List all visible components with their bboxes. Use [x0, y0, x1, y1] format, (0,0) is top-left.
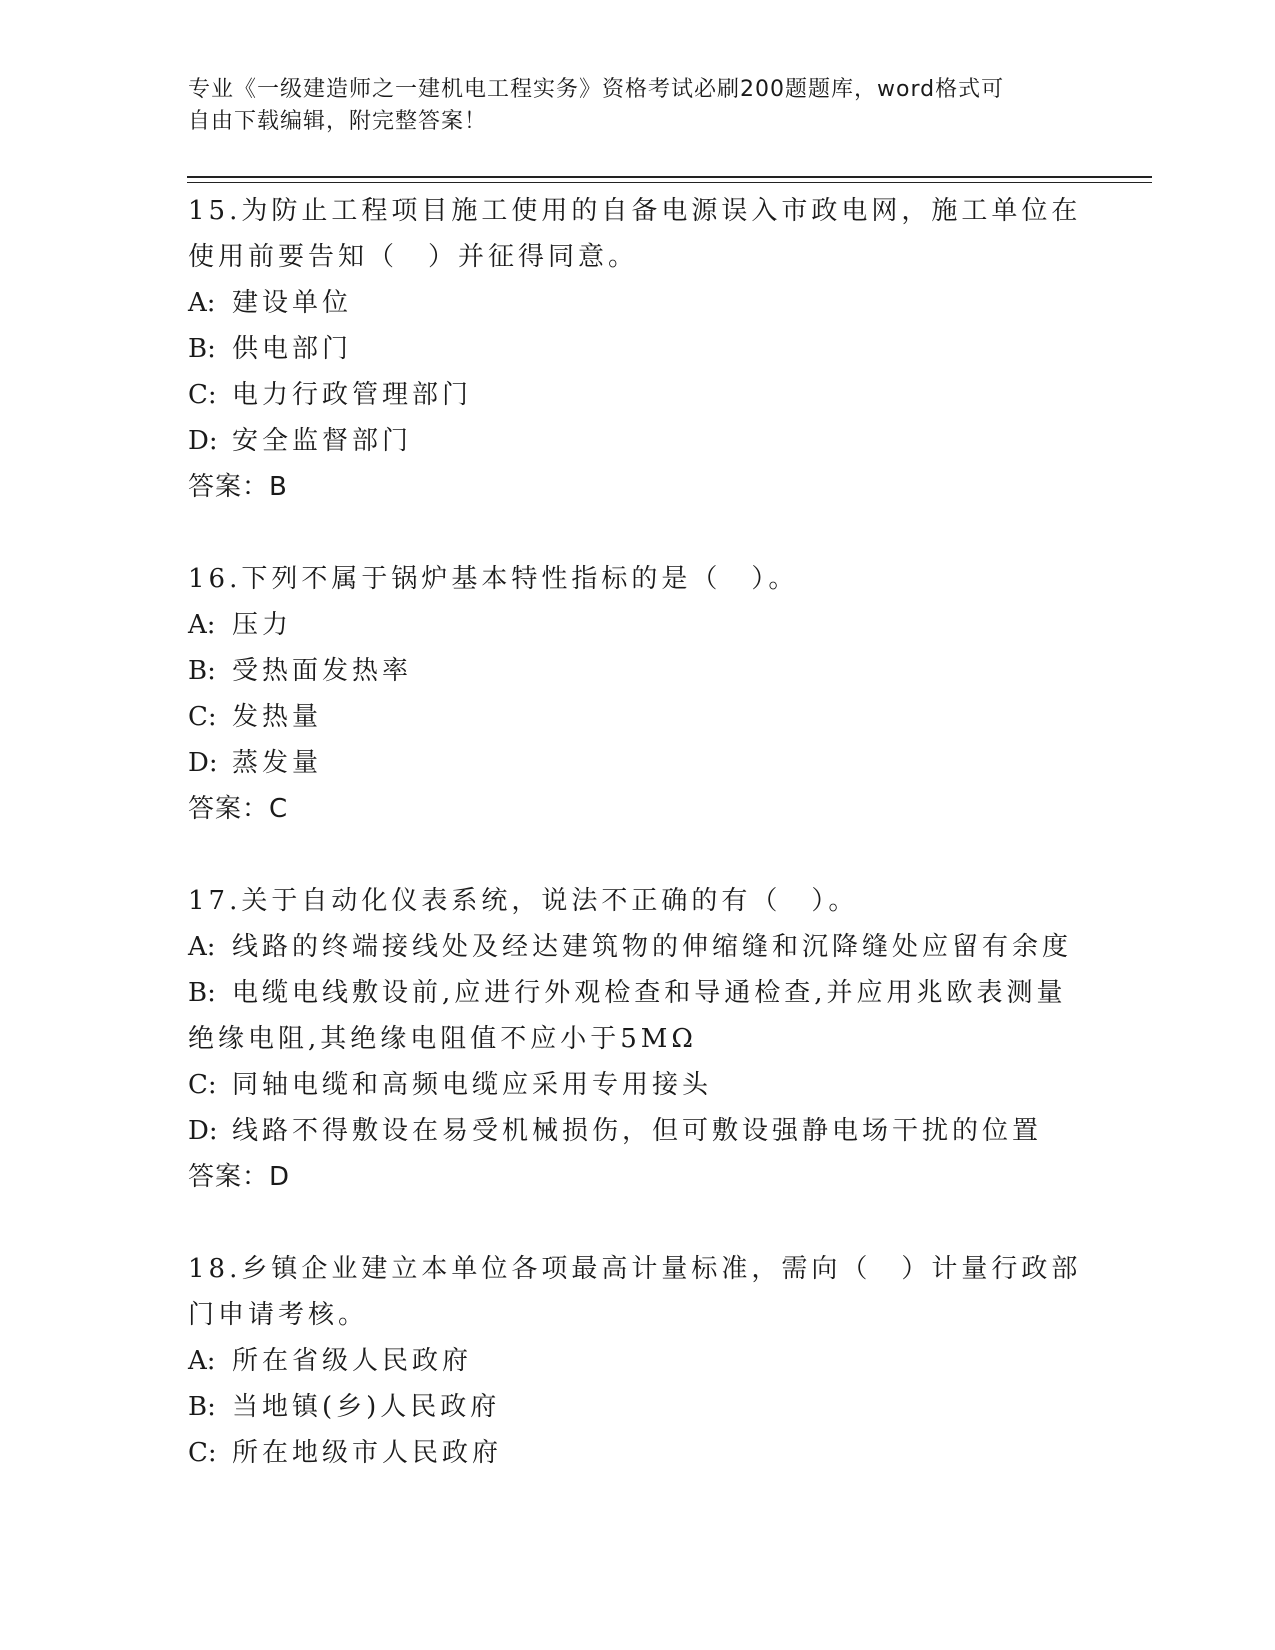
option-text: 当地镇(乡)人民政府	[232, 1392, 501, 1422]
question-15	[188, 188, 1088, 510]
option-letter: D:	[188, 748, 218, 778]
option-b	[188, 1384, 1088, 1430]
option-text: 同轴电缆和高频电缆应采用专用接头	[232, 1070, 713, 1100]
option-d	[188, 740, 1088, 786]
header-line-1: 专业《一级建造师之一建机电工程实务》资格考试必刷200题题库，word格式可	[188, 77, 1005, 102]
option-c	[188, 694, 1088, 740]
option-letter: A:	[188, 932, 216, 962]
option-letter: D:	[188, 1116, 218, 1146]
question-text: 17.关于自动化仪表系统，说法不正确的有（ ）。	[188, 886, 859, 916]
header-divider-thick	[187, 176, 1152, 178]
option-letter: B:	[188, 334, 216, 364]
option-d	[188, 418, 1088, 464]
option-a	[188, 924, 1088, 970]
question-18	[188, 1246, 1088, 1476]
option-c	[188, 372, 1088, 418]
option-letter: B:	[188, 656, 216, 686]
header-divider-thin	[187, 182, 1152, 183]
option-c	[188, 1062, 1088, 1108]
option-b	[188, 648, 1088, 694]
option-letter: C:	[188, 380, 217, 410]
option-letter: A:	[188, 288, 216, 318]
option-text: 所在地级市人民政府	[232, 1438, 503, 1468]
question-17	[188, 878, 1088, 1200]
option-letter: A:	[188, 610, 216, 640]
option-a	[188, 602, 1088, 648]
option-letter: A:	[188, 1346, 216, 1376]
answer-line: 答案：D	[188, 1162, 291, 1192]
answer-line: 答案：C	[188, 794, 289, 824]
option-text: 建设单位	[232, 288, 353, 318]
option-text: 电缆电线敷设前,应进行外观检查和导通检查,并应用兆欧表测量绝缘电阻,其绝缘电阻值不应小于5MΩ	[188, 978, 1067, 1054]
answer-line: 答案：B	[188, 472, 288, 502]
question-list	[188, 188, 1088, 1522]
option-text: 发热量	[232, 702, 323, 732]
option-text: 供电部门	[232, 334, 353, 364]
option-d	[188, 1108, 1088, 1154]
option-a	[188, 280, 1088, 326]
header-line-2: 自由下载编辑，附完整答案！	[188, 109, 488, 134]
question-text: 18.乡镇企业建立本单位各项最高计量标准，需向（ ）计量行政部门申请考核。	[188, 1254, 1082, 1330]
question-16	[188, 556, 1088, 832]
option-text: 电力行政管理部门	[232, 380, 473, 410]
option-letter: C:	[188, 702, 217, 732]
option-text: 线路不得敷设在易受机械损伤，但可敷设强静电场干扰的位置	[232, 1116, 1043, 1146]
option-letter: D:	[188, 426, 218, 456]
option-letter: B:	[188, 978, 216, 1008]
option-text: 线路的终端接线处及经达建筑物的伸缩缝和沉降缝处应留有余度	[232, 932, 1073, 962]
option-letter: C:	[188, 1438, 217, 1468]
option-b	[188, 326, 1088, 372]
option-text: 蒸发量	[232, 748, 323, 778]
option-c	[188, 1430, 1088, 1476]
option-letter: C:	[188, 1070, 217, 1100]
option-text: 所在省级人民政府	[232, 1346, 473, 1376]
option-b	[188, 970, 1088, 1062]
document-header	[188, 74, 1088, 138]
option-a	[188, 1338, 1088, 1384]
question-text: 16.下列不属于锅炉基本特性指标的是（ ）。	[188, 564, 799, 594]
question-text: 15.为防止工程项目施工使用的自备电源误入市政电网，施工单位在使用前要告知（ ）并征得同意。	[188, 196, 1082, 272]
option-letter: B:	[188, 1392, 216, 1422]
option-text: 安全监督部门	[232, 426, 413, 456]
option-text: 受热面发热率	[232, 656, 413, 686]
option-text: 压力	[232, 610, 293, 640]
